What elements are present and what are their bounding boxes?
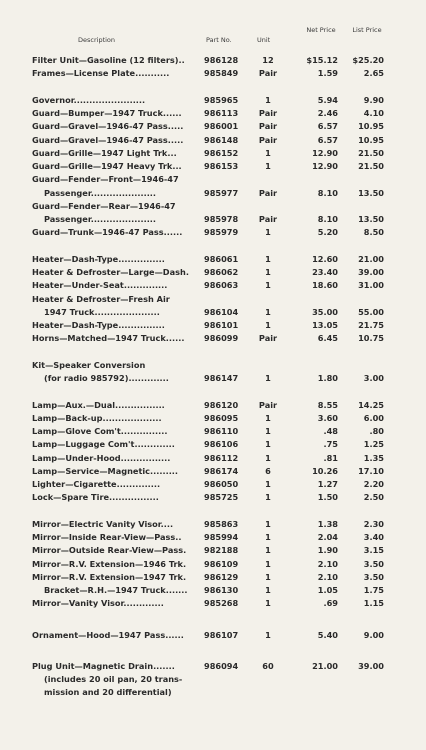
table-row xyxy=(0,293,426,306)
header-net-price: Net Price xyxy=(306,26,336,34)
table-row xyxy=(0,544,426,557)
unit-cell: 60 xyxy=(262,660,274,671)
net-price-cell: 1.38 xyxy=(317,518,338,529)
table-row xyxy=(0,253,426,266)
description-cell: Mirror—Inside Rear-View—Pass.. xyxy=(32,532,182,542)
table-row xyxy=(0,266,426,279)
net-price-cell: 1.80 xyxy=(317,373,338,383)
unit-cell: Pair xyxy=(258,134,278,145)
list-price-cell: 13.50 xyxy=(358,214,384,224)
table-row xyxy=(0,438,426,451)
part-number-cell: 986112 xyxy=(204,452,239,463)
unit-cell: Pair xyxy=(258,187,278,198)
net-price-cell: 6.45 xyxy=(317,333,338,344)
description-cell: Guard—Gravel—1946-47 Pass..... xyxy=(32,134,184,145)
description-cell: 1947 Truck..................... xyxy=(44,306,160,317)
net-price-cell: 21.00 xyxy=(312,660,338,671)
net-price-cell: 2.10 xyxy=(317,558,338,569)
part-number-cell: 986061 xyxy=(204,253,239,264)
table-row xyxy=(0,597,426,610)
part-number-cell: 986110 xyxy=(204,426,239,436)
list-price-cell: 21.75 xyxy=(358,320,384,330)
row-spacer xyxy=(0,385,426,398)
part-number-cell: 986147 xyxy=(204,373,239,383)
net-price-cell: 18.60 xyxy=(312,280,338,291)
list-price-cell: 21.00 xyxy=(358,253,384,264)
unit-cell: Pair xyxy=(258,121,278,132)
list-price-cell: 2.50 xyxy=(363,492,384,503)
unit-cell: 1 xyxy=(265,227,271,238)
list-price-cell: 55.00 xyxy=(358,306,384,317)
description-cell: Mirror—R.V. Extension—1946 Trk. xyxy=(32,558,187,569)
net-price-cell: 5.40 xyxy=(317,629,338,640)
table-row xyxy=(0,226,426,239)
part-number-cell: 985978 xyxy=(204,214,239,224)
table-row xyxy=(0,306,426,319)
unit-cell: 1 xyxy=(265,492,271,503)
net-price-cell: .69 xyxy=(323,598,338,609)
description-cell: Lock—Spare Tire................ xyxy=(32,492,159,503)
description-cell: Mirror—Outside Rear-View—Pass. xyxy=(32,545,187,556)
price-table xyxy=(0,54,426,700)
header-unit: Unit xyxy=(257,36,271,44)
row-spacer xyxy=(0,505,426,518)
description-cell: Plug Unit—Magnetic Drain....... xyxy=(32,660,175,671)
description-cell: (includes 20 oil pan, 20 trans- xyxy=(44,674,183,684)
part-number-cell: 986107 xyxy=(204,629,239,640)
unit-cell: 6 xyxy=(265,465,271,476)
table-row xyxy=(0,120,426,133)
list-price-cell: 14.25 xyxy=(358,399,384,410)
unit-cell: 1 xyxy=(265,280,271,291)
description-cell: Guard—Grille—1947 Light Trk... xyxy=(32,147,177,158)
unit-cell: 1 xyxy=(265,571,271,582)
net-price-cell: 1.05 xyxy=(317,585,338,595)
row-spacer xyxy=(0,642,426,660)
part-number-cell: 986109 xyxy=(204,558,239,569)
table-row xyxy=(0,319,426,332)
list-price-cell: 10.95 xyxy=(358,134,384,145)
description-cell: mission and 20 differential) xyxy=(44,687,172,698)
table-row xyxy=(0,107,426,120)
unit-cell: 1 xyxy=(265,545,271,556)
description-cell: Filter Unit—Gasoline (12 filters).. xyxy=(32,55,185,65)
description-cell: Governor....................... xyxy=(32,94,146,105)
part-number-cell: 985863 xyxy=(204,518,239,529)
table-row xyxy=(0,629,426,642)
table-row xyxy=(0,279,426,292)
net-price-cell: 12.90 xyxy=(312,147,338,158)
description-cell: Heater & Defroster—Fresh Air xyxy=(32,293,170,304)
net-price-cell: 1.50 xyxy=(317,492,338,503)
net-price-cell: 8.10 xyxy=(317,187,338,198)
part-number-cell: 986106 xyxy=(204,439,239,450)
table-row xyxy=(0,452,426,465)
unit-cell: 1 xyxy=(265,161,271,171)
unit-cell: Pair xyxy=(258,214,278,224)
list-price-cell: 3.00 xyxy=(363,373,384,383)
unit-cell: Pair xyxy=(258,333,278,344)
part-number-cell: 985977 xyxy=(204,187,239,198)
net-price-cell: 8.10 xyxy=(317,214,338,224)
table-row xyxy=(0,160,426,173)
net-price-cell: 5.20 xyxy=(317,227,338,238)
row-spacer xyxy=(0,81,426,94)
list-price-cell: 8.50 xyxy=(363,227,384,238)
unit-cell: 1 xyxy=(265,439,271,450)
unit-cell: 1 xyxy=(265,373,271,383)
unit-cell: Pair xyxy=(258,108,278,118)
net-price-cell: 12.60 xyxy=(312,253,338,264)
net-price-cell: 35.00 xyxy=(312,306,338,317)
list-price-cell: 3.50 xyxy=(363,571,384,582)
part-number-cell: 986152 xyxy=(204,147,239,158)
description-cell: Guard—Gravel—1946-47 Pass..... xyxy=(32,121,184,132)
unit-cell: Pair xyxy=(258,399,278,410)
description-cell: Passenger..................... xyxy=(44,214,157,224)
description-cell: (for radio 985792)............. xyxy=(44,373,169,383)
unit-cell: 1 xyxy=(265,479,271,489)
part-number-cell: 985268 xyxy=(204,598,239,609)
unit-cell: 1 xyxy=(265,253,271,264)
table-row xyxy=(0,187,426,200)
list-price-cell: 39.00 xyxy=(358,660,384,671)
part-number-cell: 986104 xyxy=(204,306,239,317)
net-price-cell: 23.40 xyxy=(312,267,338,277)
unit-cell: 1 xyxy=(265,94,271,105)
table-row xyxy=(0,372,426,385)
description-cell: Lamp—Service—Magnetic......... xyxy=(32,465,179,476)
table-row xyxy=(0,558,426,571)
net-price-cell: 2.10 xyxy=(317,571,338,582)
net-price-cell: 13.05 xyxy=(312,320,338,330)
part-number-cell: 986113 xyxy=(204,108,239,118)
table-row xyxy=(0,134,426,147)
row-spacer xyxy=(0,346,426,359)
table-row xyxy=(0,531,426,544)
list-price-cell: 13.50 xyxy=(358,187,384,198)
description-cell: Heater & Defroster—Large—Dash. xyxy=(32,267,189,277)
unit-cell: 1 xyxy=(265,598,271,609)
net-price-cell: $15.12 xyxy=(306,55,338,65)
list-price-cell: 1.25 xyxy=(363,439,384,450)
unit-cell: 12 xyxy=(262,55,274,65)
table-row xyxy=(0,673,426,686)
list-price-cell: .80 xyxy=(369,426,384,436)
description-cell: Guard—Fender—Rear—1946-47 xyxy=(32,200,176,211)
part-number-cell: 986094 xyxy=(204,660,239,671)
net-price-cell: 2.46 xyxy=(317,108,338,118)
net-price-cell: .75 xyxy=(323,439,338,450)
net-price-cell: 5.94 xyxy=(317,94,338,105)
table-row xyxy=(0,67,426,80)
table-row xyxy=(0,200,426,213)
list-price-cell: 2.20 xyxy=(363,479,384,489)
list-price-cell: 3.50 xyxy=(363,558,384,569)
table-row xyxy=(0,584,426,597)
table-row xyxy=(0,54,426,67)
list-price-cell: 3.40 xyxy=(363,532,384,542)
unit-cell: 1 xyxy=(265,558,271,569)
list-price-cell: 2.30 xyxy=(363,518,384,529)
part-number-cell: 986128 xyxy=(204,55,239,65)
table-row xyxy=(0,425,426,438)
part-number-cell: 986099 xyxy=(204,333,239,344)
description-cell: Mirror—Electric Vanity Visor.... xyxy=(32,518,174,529)
table-row xyxy=(0,332,426,345)
description-cell: Guard—Bumper—1947 Truck...... xyxy=(32,108,182,118)
description-cell: Kit—Speaker Conversion xyxy=(32,359,146,370)
description-cell: Lamp—Under-Hood................ xyxy=(32,452,171,463)
description-cell: Mirror—Vanity Visor............. xyxy=(32,598,164,609)
description-cell: Horns—Matched—1947 Truck...... xyxy=(32,333,185,344)
description-cell: Heater—Dash-Type............... xyxy=(32,320,165,330)
header-part-no: Part No. xyxy=(206,36,232,44)
table-row xyxy=(0,399,426,412)
net-price-cell: 2.04 xyxy=(317,532,338,542)
part-number-cell: 985994 xyxy=(204,532,239,542)
list-price-cell: 31.00 xyxy=(358,280,384,291)
row-spacer xyxy=(0,240,426,253)
net-price-cell: 8.55 xyxy=(317,399,338,410)
unit-cell: 1 xyxy=(265,320,271,330)
unit-cell: 1 xyxy=(265,452,271,463)
net-price-cell: 1.27 xyxy=(317,479,338,489)
unit-cell: 1 xyxy=(265,267,271,277)
list-price-cell: $25.20 xyxy=(352,55,384,65)
list-price-cell: 21.50 xyxy=(358,161,384,171)
net-price-cell: 3.60 xyxy=(317,412,338,423)
list-price-cell: 21.50 xyxy=(358,147,384,158)
list-price-cell: 4.10 xyxy=(363,108,384,118)
list-price-cell: 10.95 xyxy=(358,121,384,132)
table-row xyxy=(0,465,426,478)
list-price-cell: 10.75 xyxy=(358,333,384,344)
unit-cell: 1 xyxy=(265,585,271,595)
part-number-cell: 982188 xyxy=(204,545,239,556)
description-cell: Bracket—R.H.—1947 Truck....... xyxy=(44,585,188,595)
part-number-cell: 986101 xyxy=(204,320,239,330)
table-row xyxy=(0,213,426,226)
part-number-cell: 986130 xyxy=(204,585,239,595)
row-spacer xyxy=(0,611,426,629)
table-row xyxy=(0,571,426,584)
net-price-cell: 1.90 xyxy=(317,545,338,556)
unit-cell: 1 xyxy=(265,147,271,158)
description-cell: Heater—Under-Seat.............. xyxy=(32,280,168,291)
list-price-cell: 9.00 xyxy=(363,629,384,640)
part-number-cell: 986129 xyxy=(204,571,239,582)
list-price-cell: 2.65 xyxy=(363,68,384,79)
table-row xyxy=(0,94,426,107)
list-price-cell: 6.00 xyxy=(363,412,384,423)
part-number-cell: 985849 xyxy=(204,68,239,79)
table-row xyxy=(0,491,426,504)
unit-cell: 1 xyxy=(265,629,271,640)
list-price-cell: 1.15 xyxy=(363,598,384,609)
net-price-cell: 6.57 xyxy=(317,134,338,145)
list-price-cell: 9.90 xyxy=(363,94,384,105)
part-number-cell: 986063 xyxy=(204,280,239,291)
list-price-cell: 3.15 xyxy=(363,545,384,556)
table-row xyxy=(0,147,426,160)
part-number-cell: 986148 xyxy=(204,134,239,145)
list-price-cell: 17.10 xyxy=(358,465,384,476)
description-cell: Lamp—Glove Com't............... xyxy=(32,426,168,436)
description-cell: Passenger..................... xyxy=(44,187,157,198)
part-number-cell: 986001 xyxy=(204,121,239,132)
table-row xyxy=(0,359,426,372)
part-number-cell: 986153 xyxy=(204,161,239,171)
table-row xyxy=(0,412,426,425)
list-price-cell: 1.35 xyxy=(363,452,384,463)
header-description: Description xyxy=(78,36,116,44)
description-cell: Guard—Fender—Front—1946-47 xyxy=(32,174,179,185)
list-price-cell: 39.00 xyxy=(358,267,384,277)
part-number-cell: 985965 xyxy=(204,94,239,105)
description-cell: Guard—Grille—1947 Heavy Trk... xyxy=(32,161,182,171)
part-number-cell: 986050 xyxy=(204,479,239,489)
net-price-cell: 1.59 xyxy=(317,68,338,79)
description-cell: Heater—Dash-Type............... xyxy=(32,253,165,264)
description-cell: Lighter—Cigarette.............. xyxy=(32,479,161,489)
part-number-cell: 985725 xyxy=(204,492,239,503)
table-row xyxy=(0,660,426,673)
table-row xyxy=(0,173,426,186)
unit-cell: Pair xyxy=(258,68,278,79)
description-cell: Lamp—Back-up................... xyxy=(32,412,162,423)
net-price-cell: .81 xyxy=(323,452,338,463)
description-cell: Mirror—R.V. Extension—1947 Trk. xyxy=(32,571,187,582)
part-number-cell: 986062 xyxy=(204,267,239,277)
unit-cell: 1 xyxy=(265,532,271,542)
table-row xyxy=(0,686,426,699)
part-number-cell: 985979 xyxy=(204,227,239,238)
unit-cell: 1 xyxy=(265,426,271,436)
description-cell: Lamp—Luggage Com't............. xyxy=(32,439,175,450)
unit-cell: 1 xyxy=(265,306,271,317)
part-number-cell: 986120 xyxy=(204,399,239,410)
unit-cell: 1 xyxy=(265,518,271,529)
list-price-cell: 1.75 xyxy=(363,585,384,595)
net-price-cell: 6.57 xyxy=(317,121,338,132)
part-number-cell: 986174 xyxy=(204,465,239,476)
header-list-price: List Price xyxy=(352,26,382,34)
description-cell: Frames—License Plate........... xyxy=(32,68,170,79)
description-cell: Ornament—Hood—1947 Pass...... xyxy=(32,629,184,640)
table-row xyxy=(0,478,426,491)
unit-cell: 1 xyxy=(265,412,271,423)
description-cell: Lamp—Aux.—Dual................ xyxy=(32,399,165,410)
net-price-cell: .48 xyxy=(323,426,338,436)
column-header-row xyxy=(0,22,426,52)
net-price-cell: 10.26 xyxy=(312,465,338,476)
net-price-cell: 12.90 xyxy=(312,161,338,171)
part-number-cell: 986095 xyxy=(204,412,239,423)
description-cell: Guard—Trunk—1946-47 Pass...... xyxy=(32,227,183,238)
table-row xyxy=(0,518,426,531)
